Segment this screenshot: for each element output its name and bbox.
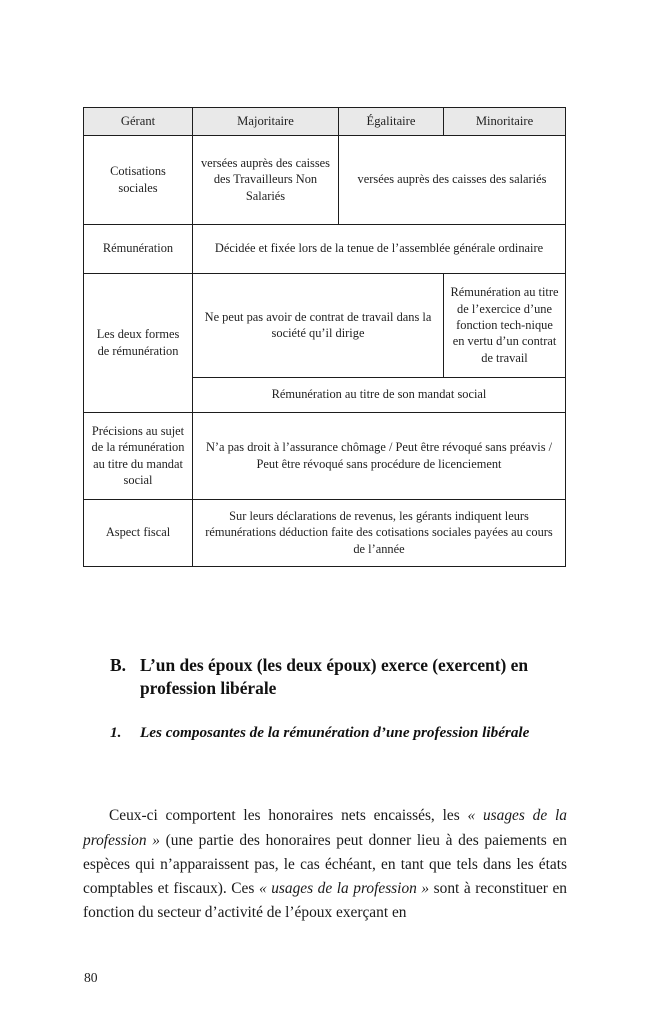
- table-container: [83, 107, 565, 567]
- subsection-heading-1-marker: 1.: [110, 724, 122, 741]
- cell-aspect-fiscal-details: Sur leurs déclarations de revenus, les gérants indiquent leurs rémunérations déduction faite des cotisations sociales payées au cours de l’année: [193, 499, 566, 566]
- row-label-remuneration: Rémunération: [84, 224, 193, 273]
- subsection-heading-1: [110, 723, 575, 744]
- body-paragraph: [83, 804, 567, 925]
- column-header-majoritaire: Majoritaire: [193, 108, 339, 136]
- paragraph-segment-1: Ceux-ci comportent les honoraires nets encaissés, les: [109, 807, 468, 825]
- row-label-deux-formes-remuneration: Les deux formes de rémunération: [84, 273, 193, 412]
- subsection-heading-1-text: Les composantes de la rémunération d’une profession libérale: [140, 724, 530, 741]
- cell-precisions-details: N’a pas droit à l’assurance chômage / Peut être révoqué sans préavis / Peut être révoqué sans procédure de licenciement: [193, 412, 566, 499]
- table-row: [84, 412, 566, 499]
- paragraph-italic-usages-2: « usages de la profession »: [258, 879, 430, 897]
- cell-cotisations-salaries: versées auprès des caisses des salariés: [339, 135, 566, 224]
- section-heading-b-text: L’un des époux (les deux époux) exerce (exercent) en profession libérale: [140, 655, 529, 698]
- row-label-cotisations-sociales: Cotisations sociales: [84, 135, 193, 224]
- cell-pas-de-contrat-de-travail: Ne peut pas avoir de contrat de travail dans la société qu’il dirige: [193, 273, 444, 377]
- row-label-precisions-mandat-social: Précisions au sujet de la rémunération au titre du mandat social: [84, 412, 193, 499]
- column-header-minoritaire: Minoritaire: [444, 108, 566, 136]
- table-row: [84, 499, 566, 566]
- paragraph-italic-usages-1: « usages de la profession »: [83, 807, 567, 849]
- cell-cotisations-majoritaire: versées auprès des caisses des Travailleurs Non Salariés: [193, 135, 339, 224]
- table-row: [84, 273, 566, 377]
- cell-remuneration-mandat-social: Rémunération au titre de son mandat social: [193, 377, 566, 412]
- row-label-aspect-fiscal: Aspect fiscal: [84, 499, 193, 566]
- page-number: 80: [84, 970, 98, 985]
- gerant-status-table: [83, 107, 566, 567]
- section-heading-b: [110, 654, 575, 700]
- column-header-gerant: Gérant: [84, 108, 193, 136]
- paragraph-segment-3: sont à reconstituer en fonction du secteur d’activité de l’époux exerçant en: [83, 879, 568, 921]
- cell-remuneration-decidee: Décidée et fixée lors de la tenue de l’assemblée générale ordinaire: [193, 224, 566, 273]
- section-heading-b-marker: B.: [110, 655, 126, 675]
- column-header-egalitaire: Égalitaire: [339, 108, 444, 136]
- paragraph-segment-2: (une partie des honoraires peut donner lieu à des paiements en espèces qui n’apparaissent pas, le cas échéant, en tant que tels dans les états comptables et fiscaux). Ces: [83, 831, 567, 897]
- cell-remuneration-fonction-technique: Rémunération au titre de l’exercice d’une fonction tech-nique en vertu d’un contrat de travail: [444, 273, 566, 377]
- table-row: [84, 224, 566, 273]
- table-header-row: [84, 108, 566, 136]
- table-row: [84, 135, 566, 224]
